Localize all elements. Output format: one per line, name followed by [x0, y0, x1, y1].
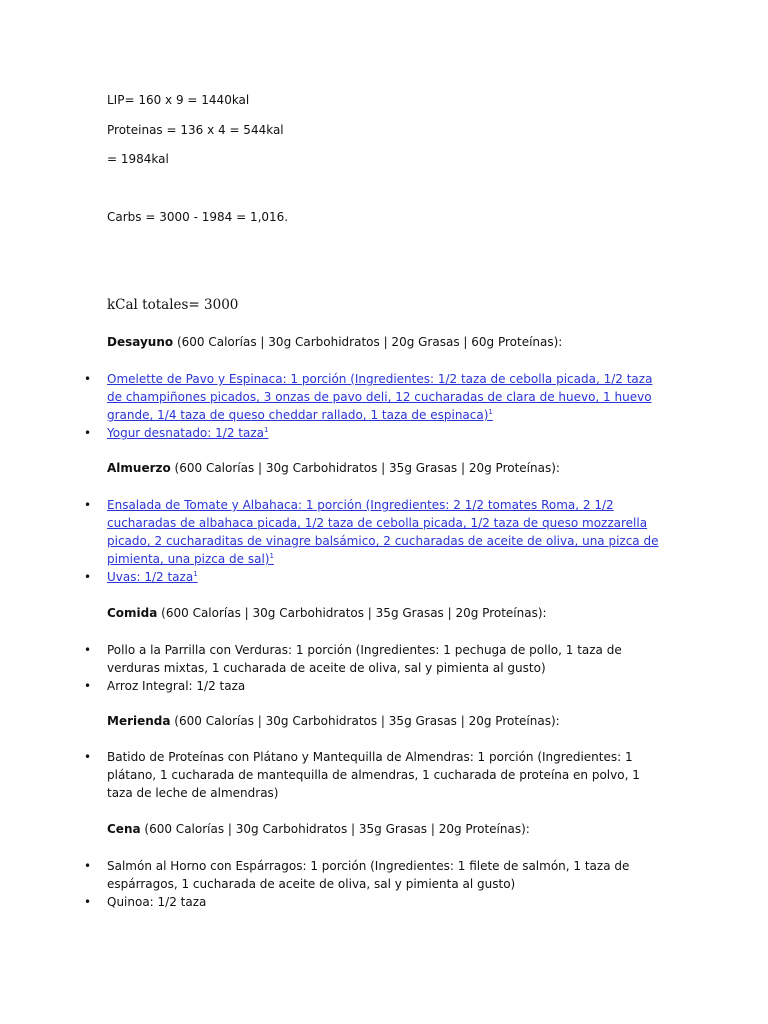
list-item: [0, 370, 768, 424]
total-kcal: kCal totales= 3000: [107, 297, 239, 313]
meal-name: Cena: [107, 822, 141, 836]
bullet-icon: •: [84, 895, 92, 909]
food-item-text: Pollo a la Parrilla con Verduras: 1 porción (Ingredientes: 1 pechuga de pollo, 1 taza de verduras mixtas, 1 cucharada de aceite de oliva, sal y pimienta al gusto): [107, 643, 622, 675]
meal-heading-comida: [107, 604, 547, 622]
meal-name: Merienda: [107, 714, 171, 728]
bullet-icon: •: [84, 372, 92, 386]
meal-macros: (600 Calorías | 30g Carbohidratos | 35g Grasas | 20g Proteínas):: [170, 461, 560, 475]
bullet-icon: •: [84, 498, 92, 512]
meal-items-almuerzo: [0, 496, 768, 586]
list-item: [0, 641, 768, 677]
meal-items-comida: [0, 641, 768, 695]
bullet-icon: •: [84, 679, 92, 693]
meal-name: Comida: [107, 606, 158, 620]
meal-items-desayuno: [0, 370, 768, 442]
carbs-calculation: Carbs = 3000 - 1984 = 1,016.: [107, 210, 289, 224]
food-item-text: Quinoa: 1/2 taza: [107, 895, 207, 909]
list-item: [0, 893, 768, 911]
list-item: [0, 857, 768, 893]
list-item: [0, 568, 768, 586]
footnote-ref: 1: [488, 408, 493, 416]
meal-heading-cena: [107, 820, 530, 838]
food-link[interactable]: Ensalada de Tomate y Albahaca: 1 porción (Ingredientes: 2 1/2 tomates Roma, 2 1/2 cucharadas de albahaca picada, 1/2 taza de cebolla picada, 1/2 taza de queso mozzarella picado, 2 cucharaditas de vinagre balsámico, 2 cucharadas de aceite de oliva, una pizca de pimienta, una pizca de sal)$^1$: [107, 498, 659, 566]
food-link[interactable]: Omelette de Pavo y Espinaca: 1 porción (Ingredientes: 1/2 taza de cebolla picada, 1/2 taza de champiñones picados, 3 onzas de pavo deli, 12 cucharadas de clara de huevo, 1 huevo grande, 1/4 taza de queso cheddar rallado, 1 taza de espinaca)$^1$: [107, 372, 653, 422]
meal-items-merienda: [0, 748, 768, 802]
meal-items-cena: [0, 857, 768, 911]
footnote-ref: 1: [193, 570, 198, 578]
meal-macros: (600 Calorías | 30g Carbohidratos | 35g Grasas | 20g Proteínas):: [140, 822, 530, 836]
food-item-text: Arroz Integral: 1/2 taza: [107, 679, 246, 693]
list-item: [0, 424, 768, 442]
footnote-ref: 1: [269, 552, 274, 560]
food-link[interactable]: Uvas: 1/2 taza$^1$: [107, 570, 198, 584]
meal-name: Almuerzo: [107, 461, 171, 475]
bullet-icon: •: [84, 570, 92, 584]
meal-heading-desayuno: [107, 333, 562, 351]
meal-name: Desayuno: [107, 335, 174, 349]
meal-heading-merienda: [107, 712, 560, 730]
lip-calculation: LIP= 160 x 9 = 1440kal: [107, 93, 250, 107]
list-item: [0, 748, 768, 802]
meal-heading-almuerzo: [107, 459, 560, 477]
footnote-ref: 1: [263, 426, 269, 434]
food-item-text: Salmón al Horno con Espárragos: 1 porción (Ingredientes: 1 filete de salmón, 1 taza de espárragos, 1 cucharada de aceite de oliva, sal y pimienta al gusto): [107, 859, 630, 891]
bullet-icon: •: [84, 426, 92, 440]
protein-calculation: Proteinas = 136 x 4 = 544kal: [107, 123, 284, 137]
list-item: [0, 496, 768, 568]
bullet-icon: •: [84, 859, 92, 873]
meal-macros: (600 Calorías | 30g Carbohidratos | 35g Grasas | 20g Proteínas):: [170, 714, 560, 728]
sum-calculation: = 1984kal: [107, 152, 169, 166]
meal-macros: (600 Calorías | 30g Carbohidratos | 20g Grasas | 60g Proteínas):: [173, 335, 563, 349]
food-item-text: Batido de Proteínas con Plátano y Mantequilla de Almendras: 1 porción (Ingredientes: 1 plátano, 1 cucharada de mantequilla de almendras, 1 cucharada de proteína en polvo, 1 taza de leche de almendras): [107, 750, 640, 800]
food-link[interactable]: Yogur desnatado: 1/2 taza$^1$: [107, 426, 269, 440]
meal-macros: (600 Calorías | 30g Carbohidratos | 35g Grasas | 20g Proteínas):: [157, 606, 547, 620]
list-item: [0, 677, 768, 695]
bullet-icon: •: [84, 643, 92, 657]
bullet-icon: •: [84, 750, 92, 764]
